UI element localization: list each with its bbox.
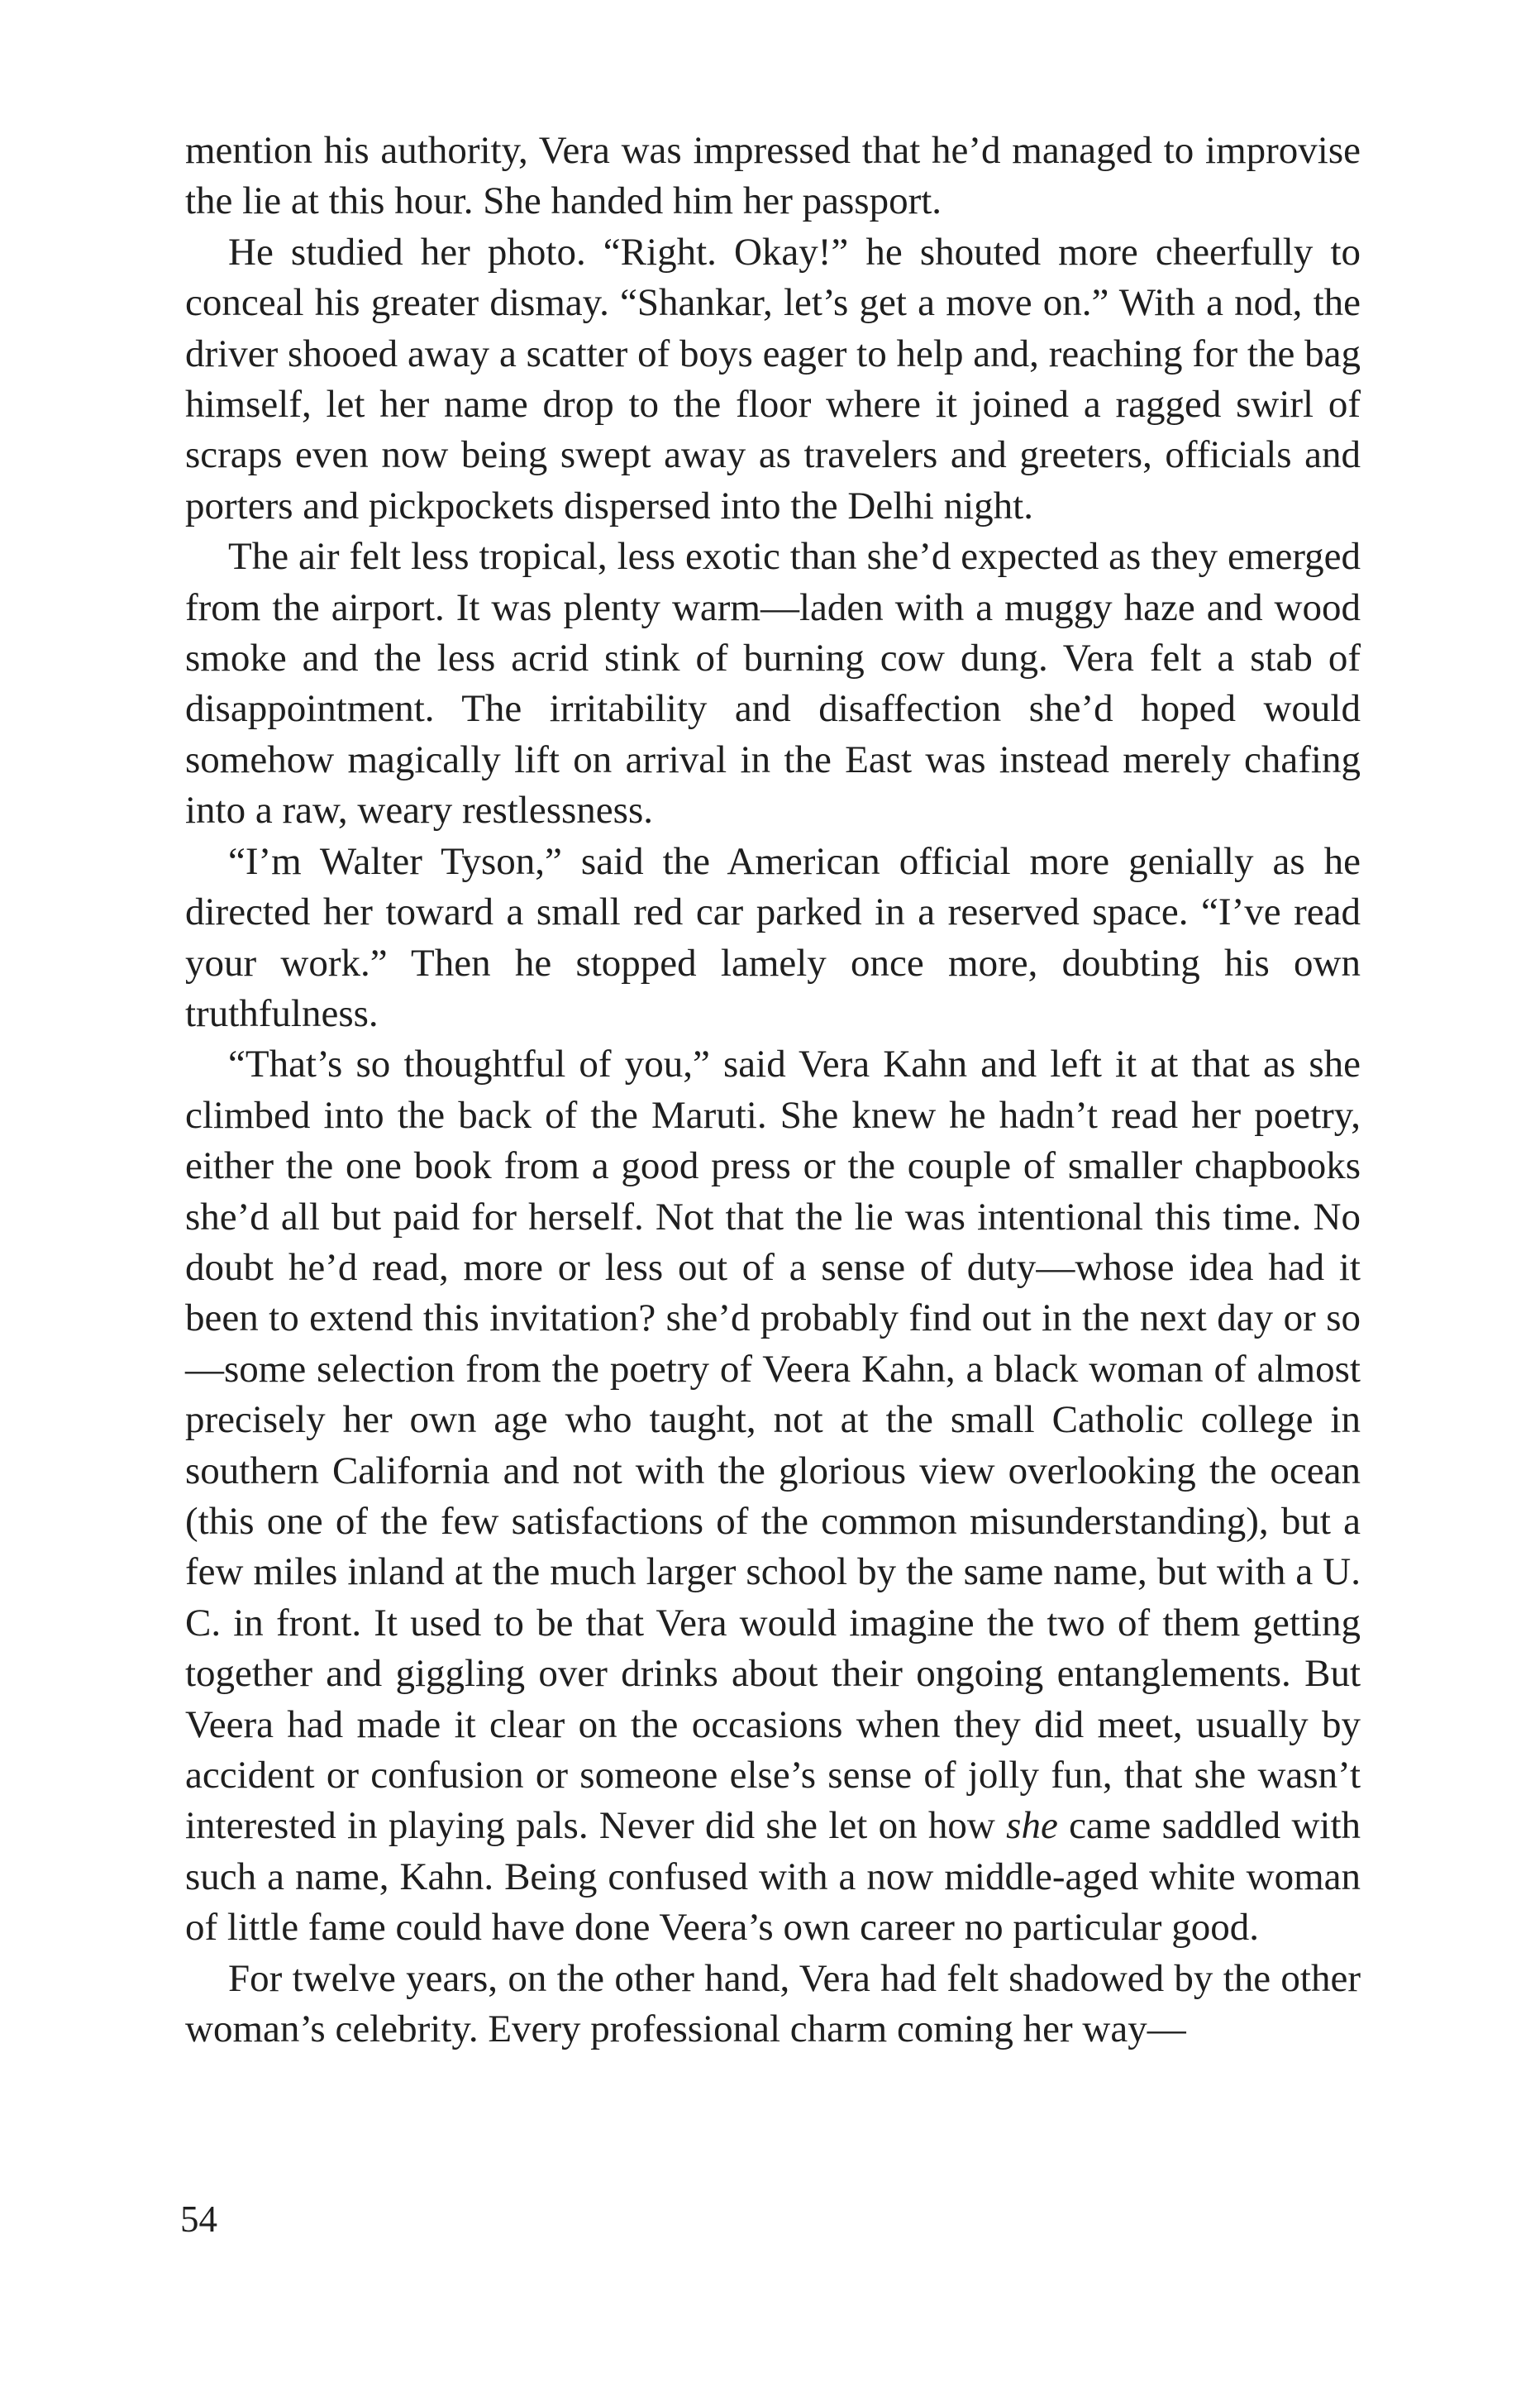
paragraph-5 — [185, 1039, 1361, 1953]
emphasized-word: she — [1006, 1804, 1058, 1848]
paragraph-1: mention his authority, Vera was impressed that he’d managed to improvise the lie at this hour. She handed him her passport. — [185, 129, 1361, 223]
paragraph-3: The air felt less tropical, less exotic than she’d expected as they emerged from the airport. It was plenty warm—laden with a muggy haze and wood smoke and the less acrid stink of burning cow dung. Vera felt a stab of disappointment. The irritability and disaffection she’d hoped would somehow magically lift on arrival in the East was instead merely chafing into a raw, weary restlessness. — [185, 535, 1361, 833]
paragraph-4: “I’m Walter Tyson,” said the American official more genially as he directed her toward a small red car parked in a reserved space. “I’ve read your work.” Then he stopped lamely once more, doubting his own truthfulness. — [185, 839, 1361, 1035]
page-number: 54 — [180, 2198, 217, 2240]
paragraph-5-part-2: came saddled with such a name, Kahn. Being confused with a now middle-aged white woman of little fame could have done Veera’s own career no particular good. — [185, 1804, 1361, 1950]
paragraph-5-part-1: “That’s so thoughtful of you,” said Vera Kahn and left it at that as she climbed into the back of the Maruti. She knew he hadn’t read her poetry, either the one book from a good press or the couple of smaller chapbooks she’d all but paid for herself. Not that the lie was intentional this time. No doubt he’d read, more or less out of a sense of duty—whose idea had it been to extend this invitation? she’d probably find out in the next day or so—some selection from the poetry of Veera Kahn, a black woman of almost precisely her own age who taught, not at the small Catholic college in southern California and not with the glorious view overlooking the ocean (this one of the few satisfactions of the common misunderstanding), but a few miles inland at the much larger school by the same name, but with a U. C. in front. It used to be that Vera would imagine the two of them getting together and giggling over drinks about their ongoing entanglements. But Veera had made it clear on the occasions when they did meet, usually by accident or confusion or someone else’s sense of jolly fun, that she wasn’t interested in playing pals. Never did she let on how — [185, 1043, 1361, 1848]
body-text — [185, 126, 1361, 2055]
paragraph-6: For twelve years, on the other hand, Vera had felt shadowed by the other woman’s celebrity. Every professional charm coming her way— — [185, 1956, 1361, 2051]
paragraph-2: He studied her photo. “Right. Okay!” he shouted more cheerfully to conceal his greater dismay. “Shankar, let’s get a move on.” With a nod, the driver shooed away a scatter of boys eager to help and, reaching for the bag himself, let her name drop to the floor where it joined a ragged swirl of scraps even now being swept away as travelers and greeters, officials and porters and pickpockets dispersed into the Delhi night. — [185, 230, 1361, 528]
